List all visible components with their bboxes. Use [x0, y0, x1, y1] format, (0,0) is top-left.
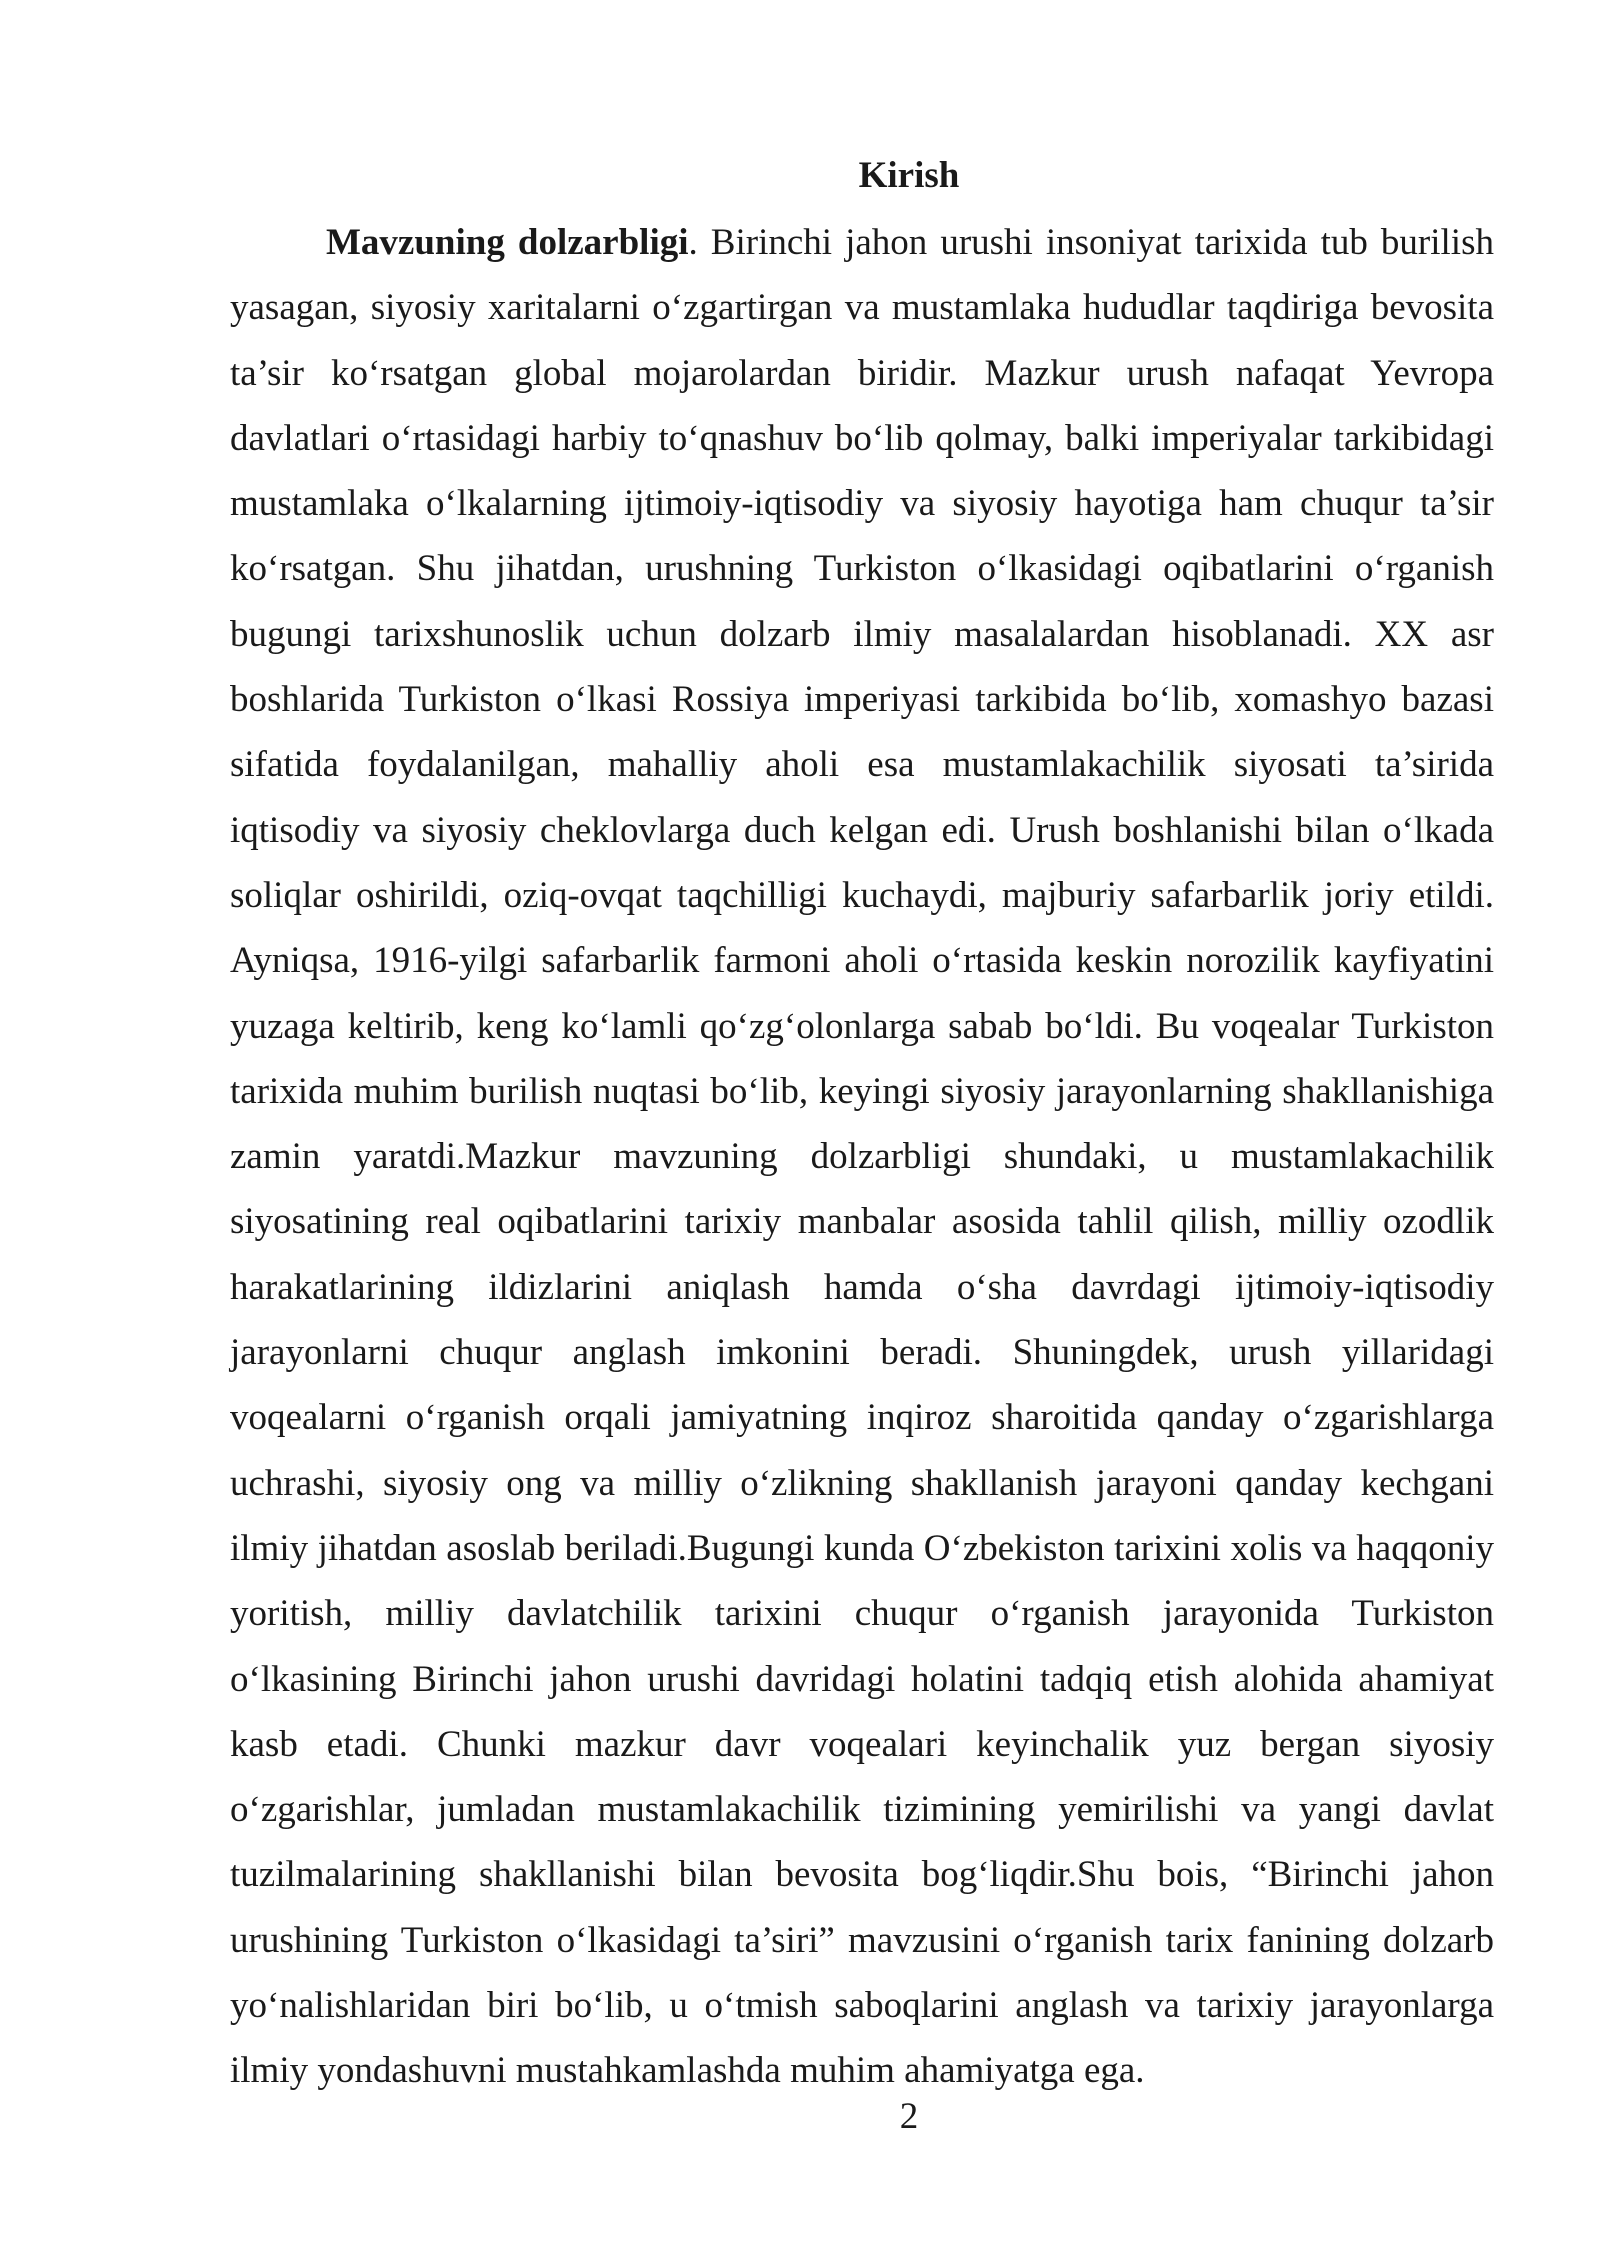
body-paragraph [230, 210, 1494, 2104]
page-number: 2 [899, 2096, 919, 2137]
paragraph-lead: Mavzuning dolzarbligi [326, 222, 689, 263]
paragraph-text: . Birinchi jahon urushi insoniyat tarixida tub burilish yasagan, siyosiy xaritalarni o‘zgartirgan va mustamlaka hududlar taqdiriga bevosita ta’sir ko‘rsatgan global mojarolardan biridir. Mazkur urush nafaqat Yevropa davlatlari o‘rtasidagi harbiy to‘qnashuv bo‘lib qolmay, balki imperiyalar tarkibidagi mustamlaka o‘lkalarning ijtimoiy-iqtisodiy va siyosiy hayotiga ham chuqur ta’sir ko‘rsatgan. Shu jihatdan, urushning Turkiston o‘lkasidagi oqibatlarini o‘rganish bugungi tarixshunoslik uchun dolzarb ilmiy masalalardan hisoblanadi. XX asr boshlarida Turkiston o‘lkasi Rossiya imperiyasi tarkibida bo‘lib, xomashyo bazasi sifatida foydalanilgan, mahalliy aholi esa mustamlakachilik siyosati ta’sirida iqtisodiy va siyosiy cheklovlarga duch kelgan edi. Urush boshlanishi bilan o‘lkada soliqlar oshirildi, oziq-ovqat taqchilligi kuchaydi, majburiy safarbarlik joriy etildi. Ayniqsa, 1916-yilgi safarbarlik farmoni aholi o‘rtasida keskin norozilik kayfiyatini yuzaga keltirib, keng ko‘lamli qo‘zg‘olonlarga sabab bo‘ldi. Bu voqealar Turkiston tarixida muhim burilish nuqtasi bo‘lib, keyingi siyosiy jarayonlarning shakllanishiga zamin yaratdi.Mazkur mavzuning dolzarbligi shundaki, u mustamlakachilik siyosatining real oqibatlarini tarixiy manbalar asosida tahlil qilish, milliy ozodlik harakatlarining ildizlarini aniqlash hamda o‘sha davrdagi ijtimoiy-iqtisodiy jarayonlarni chuqur anglash imkonini beradi. Shuningdek, urush yillaridagi voqealarni o‘rganish orqali jamiyatning inqiroz sharoitida qanday o‘zgarishlarga uchrashi, siyosiy ong va milliy o‘zlikning shakllanish jarayoni qanday kechgani ilmiy jihatdan asoslab beriladi.Bugungi kunda O‘zbekiston tarixini xolis va haqqoniy yoritish, milliy davlatchilik tarixini chuqur o‘rganish jarayonida Turkiston o‘lkasining Birinchi jahon urushi davridagi holatini tadqiq etish alohida ahamiyat kasb etadi. Chunki mazkur davr voqealari keyinchalik yuz bergan siyosiy o‘zgarishlar, jumladan mustamlakachilik tizimining yemirilishi va yangi davlat tuzilmalarining shakllanishi bilan bevosita bog‘liqdir.Shu bois, “Birinchi jahon urushining Turkiston o‘lkasidagi ta’siri” mavzusini o‘rganish tarix fanining dolzarb yo‘nalishlaridan biri bo‘lib, u o‘tmish saboqlarini anglash va tarixiy jarayonlarga ilmiy yondashuvni mustahkamlashda muhim ahamiyatga ega. [230, 222, 1494, 2092]
section-heading: Kirish [858, 155, 960, 196]
